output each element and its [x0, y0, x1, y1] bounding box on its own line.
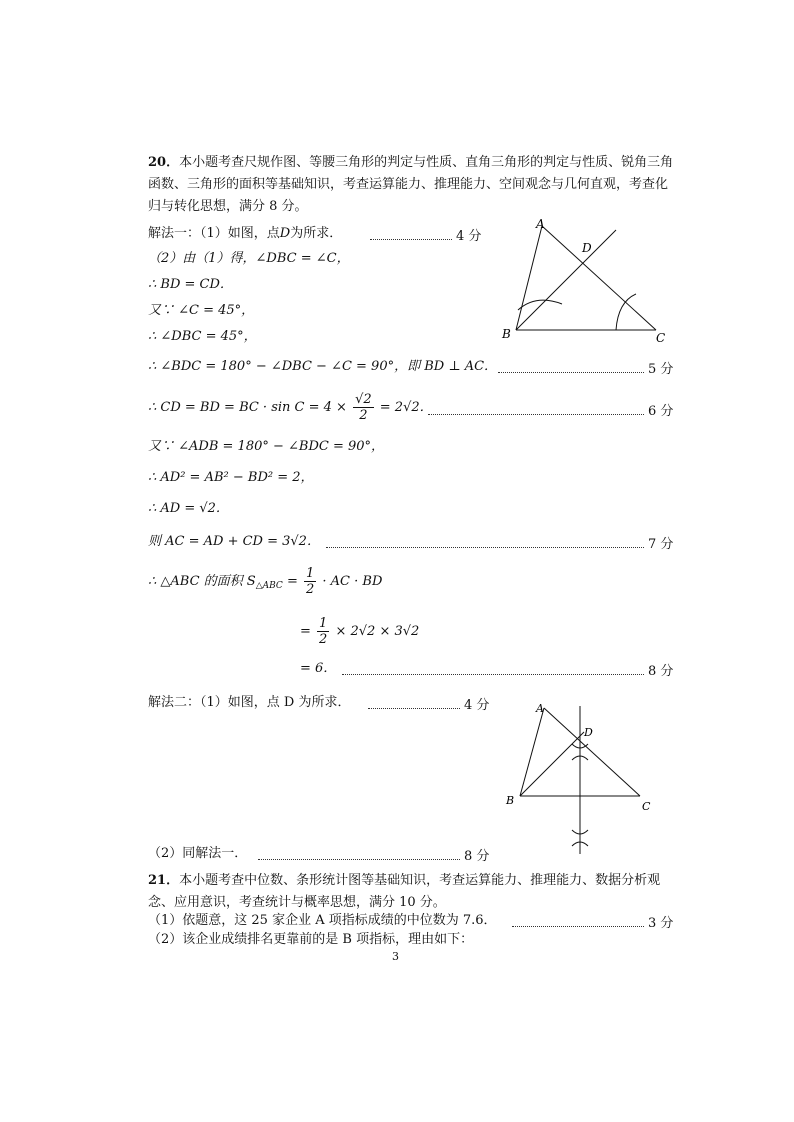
score-5: 5 分 [648, 362, 674, 377]
frac-den: 2 [319, 632, 328, 647]
edge-ab [520, 708, 544, 796]
m1-line9: ∴ AD² = AB² − BD² = 2， [148, 470, 314, 485]
figure-2-triangle [500, 700, 660, 860]
leader-dots [258, 859, 460, 860]
m1-line1-var: D [279, 226, 291, 241]
arc-at-c [616, 294, 636, 330]
q20-intro-text: 本小题考查尺规作图、等腰三角形的判定与性质、直角三角形的判定与性质、锐角三角函数、三角形的面积等基础知识，考查运算能力、推理能力、空间观念与几何直观，考查化归与转化思想，满分 8 分。 [148, 155, 674, 214]
label-a: A [536, 217, 545, 231]
frac-den: 2 [359, 408, 368, 423]
m1-line14: = 6． [300, 661, 337, 676]
score-7: 7 分 [648, 537, 674, 552]
m1-line3: ∴ BD = CD． [148, 277, 233, 292]
fraction-sqrt2-over-2 [353, 392, 374, 423]
label-b: B [502, 327, 511, 341]
fraction-half [304, 566, 316, 597]
area-subscript: △ABC [255, 581, 283, 591]
q21-line1: （1）依题意，这 25 家企业 A 项指标成绩的中位数为 7.6． [148, 913, 497, 928]
edge-ac [544, 708, 640, 796]
label-c: C [642, 800, 651, 813]
m1-line1 [148, 225, 342, 243]
m1-line13-b: × 2√2 × 3√2 [335, 624, 420, 639]
label-a: A [536, 702, 544, 715]
label-d: D [584, 726, 593, 739]
m1-line1-end: 为所求． [290, 226, 343, 241]
bd-line [520, 732, 584, 796]
m1-line1-text: 解法一：（1）如图，点 [148, 226, 280, 241]
m1-line7-a: ∴ CD = BD = BC · sin C = 4 × [148, 400, 347, 415]
leader-dots [326, 547, 644, 548]
score-4b: 4 分 [464, 698, 490, 713]
m1-line11: 则 AC = AD + CD = 3√2． [148, 534, 320, 549]
frac-num: 1 [319, 616, 328, 631]
m2-line2: （2）同解法一． [148, 846, 248, 861]
leader-dots [368, 708, 460, 709]
m2-line1: 解法二：（1）如图，点 D 为所求． [148, 695, 351, 710]
q21-intro-text: 本小题考查中位数、条形统计图等基础知识，考查运算能力、推理能力、数据分析观念、应用意识，考查统计与概率思想，满分 10 分。 [148, 873, 661, 910]
m1-line4: 又∵ ∠C = 45°， [148, 303, 255, 318]
m1-line7 [148, 390, 433, 426]
label-d: D [582, 241, 592, 255]
m1-line8: 又∵ ∠ADB = 180° − ∠BDC = 90°， [148, 439, 385, 454]
label-b: B [506, 794, 515, 807]
equals: = [300, 624, 311, 639]
frac-den: 2 [305, 582, 315, 597]
edge-ab [516, 226, 542, 330]
m1-line6: ∴ ∠BDC = 180° − ∠DBC − ∠C = 90°，即 BD ⊥ AC． [148, 359, 498, 374]
leader-dots [342, 674, 644, 675]
q21-intro [148, 870, 676, 914]
frac-num: 1 [305, 566, 315, 581]
score-8: 8 分 [648, 664, 674, 679]
m1-line5: ∴ ∠DBC = 45°， [148, 329, 257, 344]
score-8b: 8 分 [464, 849, 490, 864]
m1-line2: （2）由（1）得，∠DBC = ∠C， [148, 251, 350, 266]
score-4: 4 分 [456, 229, 482, 244]
edge-ac [542, 226, 656, 330]
score-3: 3 分 [648, 916, 674, 931]
label-c: C [656, 331, 666, 345]
score-6: 6 分 [648, 404, 674, 419]
frac-num: √2 [355, 392, 372, 407]
arc-at-b [518, 300, 562, 310]
m1-line12-c: · AC · BD [322, 574, 383, 589]
m1-line12 [148, 564, 382, 604]
leader-dots [498, 372, 644, 373]
q21-number: 21． [148, 873, 180, 888]
q20-intro [148, 152, 676, 218]
leader-dots [512, 926, 644, 927]
q20-number: 20． [148, 155, 180, 170]
leader-dots [370, 239, 452, 240]
m1-line13 [300, 614, 419, 650]
page-number: 3 [392, 950, 399, 963]
equals: = [286, 574, 298, 589]
area-label: ∴ △ABC 的面积 S [148, 574, 256, 589]
m1-line7-b: = 2√2． [379, 400, 433, 415]
m1-line10: ∴ AD = √2． [148, 501, 229, 516]
fraction-half [317, 616, 329, 647]
figure-1-triangle [496, 212, 676, 348]
leader-dots [428, 414, 644, 415]
q21-line2: （2）该企业成绩排名更靠前的是 B 项指标，理由如下： [148, 932, 474, 947]
